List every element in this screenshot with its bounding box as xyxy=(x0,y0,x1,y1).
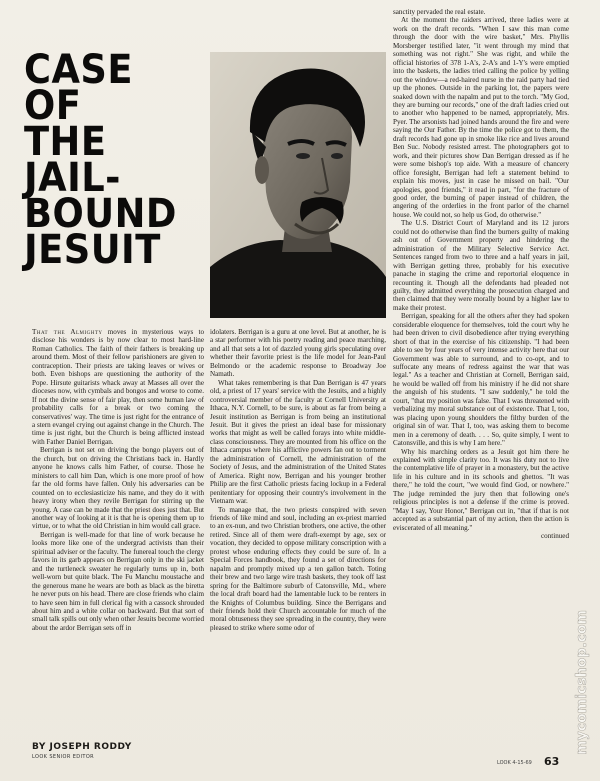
continued-label: continued xyxy=(541,532,569,541)
paragraph: Berrigan, speaking for all the others after they had spoken considerable eloquence for themselves, told the court why he had been driven to civil disobedience after trying everything short of that in the exercise of his citizenship. "I had been able to see by four years of very intense activity here that our Government was able to surround, and to co-opt, and to suffocate any means of redress against the war that was legal." As a teacher and Christian at Cornell, Berrigan said, he would be walled off from his ministry if he did not share the anguish of his students. "I saw suddenly," he told the court, "that my position was false. That I was threatened with verbalizing my moral substance out of existence. That I, too, was placing upon young shoulders the filthy burden of the original sin of war. That I, too, was asking them to become men in a ceremony of death. . . . So, quite simply, I went to Catonsville, and this is why I am here." xyxy=(393,312,569,448)
title-line: JESUIT xyxy=(24,227,161,273)
title-line: CASE xyxy=(24,47,133,93)
paragraph: Berrigan is well-made for that line of work because he looks more like one of the undergrad activists than their spiritual adviser or the faculty. The funereal touch the clergy favors in its garb appears on Berrigan only in the ski jacket and the turtleneck sweater he regularly turns up in, both well-worn but quite black. The Fu Manchu moustache and the generous mane he wears are both as black as the biretta he never puts on his head. There are close friends who claim to have seen him in full clerical fig with a cassock shrouded about him and a white collar on backward. But that sort of small talk spills out only when other Jesuits become worried about the ardor Berrigan sets off in xyxy=(32,530,204,632)
issue-footer: LOOK 4-15-69 xyxy=(497,760,532,766)
paragraph: To manage that, the two priests conspired with seven friends of like mind and soul, including an ex-priest married to an ex-nun, and two Christian brothers, one active, the other retired. Since all of them were draft-exempt by age, sex or vocation, they decided to oppose military conscription with a protest whose enduring effects they could be sure of. In a Special Forces handbook, they found a set of directions for napalm and promptly mixed up a ten gallon batch. Toting their brew and two large wire trash baskets, they took off last spring for the Baltimore suburb of Catonsville, Md., where the local draft board had the lamentable luck to be renters in the Knights of Columbus building. Since the Berrigans and their friends hold their Church accountable for much of the moral obtuseness they see spreading in the country, they were pleased to strike where some odor of xyxy=(210,505,386,632)
portrait-photo xyxy=(210,52,386,318)
article-title xyxy=(24,47,188,273)
portrait-icon xyxy=(210,52,386,318)
title-line: JAIL- xyxy=(24,155,121,201)
title-line: THE xyxy=(24,119,107,165)
paragraph: At the moment the raiders arrived, three ladies were at work on the draft records. "When I saw this man come through the door with the wire basket," Mrs. Phyllis Morsberger testified later, "it went through my mind that something was not right." She was right, and while the official histories of 378 1-A's, 2-A's and 1-Y's were emptied into the baskets, the ladies tried calling the police by yelling out the window—a red-haired nurse in the raid party had tied up the phones. Outside in the parking lot, the papers were soaked down with the napalm and put to the torch. "My God, they are burning our records," one of the draft ladies cried out to another who happened to be named, appropriately, Mrs. Pyer. The arsonists had joined hands around the fire and were saying the Our Father. By the time the police got to them, the draft records had gone up in smoke like rice and lives around Ben Suc. Nobody resisted arrest. The photographers got to work, and their pictures show Dan Berrigan dressed as if he were some bishop's top aide. With a measure of chancery office foresight, Berrigan had left a statement behind to explain his moves, just in case he missed on bail. "Our apologies, good friends," it read in part, "for the fracture of good order, the burning of paper instead of children, the angering of the orderlies in the front parlor of the charnel house. We could not, so help us God, do otherwise." xyxy=(393,16,569,219)
page-number: 63 xyxy=(544,755,560,768)
lead-paragraph xyxy=(32,328,204,446)
title-line: BOUND xyxy=(24,191,177,237)
paragraph: idolaters. Berrigan is a guru at one level. But at another, he is a star performer with his poetry reading and peace marching, and all that sets a lot of dazzled young girls speculating over whether their favorite priest is the life model for Jean-Paul Belmondo or the academic response to Broadway Joe Namath. xyxy=(210,328,386,379)
article-column-2 xyxy=(210,328,386,760)
watermark-text: mycomicshop.com xyxy=(574,609,590,755)
lead-text: moves in mysterious ways to disclose his wonders is by now clear to most hard-line Roman Catholics. The faith of their fathers is breaking up around them. Most of their fellow parishioners are given to contraception. Their priests are taking leaves or wives or both. Even bishops are questioning the authority of the Pope. Hirsute guitarists whack away at Masses all over the dioceses now, with cymbals and bongos and worse to come. If not the divine sense of fair play, then some human law of probability calls for a break or two coming the conservatives' way. The time is just right for the entrance of a stern evangel crying out against change in the Church. The time is just right, but the Church is being afflicted instead with Father Daniel Berrigan. xyxy=(32,328,204,446)
byline: BY JOSEPH RODDY xyxy=(32,742,132,752)
paragraph: Why his marching orders as a Jesuit got him there he explained with simple clarity too. It was his duty not to live the contemplative life of prayer in a monastery, but the active life in his culture and in its schools and ghettos. "It was there," he told the court, "we would find God, or nowhere." The judge reminded the jury then that following one's religious principles is not a defense if the crime is proved. "May I say, Your Honor," Berrigan cut in, "that if that is not accepted as a substantial part of my action, then the action is eviscerated of all meaning." xyxy=(393,447,569,532)
article-column-3 xyxy=(393,8,569,765)
paragraph: The U.S. District Court of Maryland and its 12 jurors could not do otherwise than find the burners guilty of making ash out of Government property and hindering the administration of the Military Selective Service Act. Sentences ranged from two to three and a half years in jail, with Berrigan getting three, probably for his executive panache in staging the crime and reportorial eloquence in recounting it. Though all the defendants had pleaded not guilty, they admitted everything the prosecution charged and then claimed that they were morally bound by a higher law to make their protest. xyxy=(393,219,569,312)
title-line: OF xyxy=(24,83,82,129)
article-column-1 xyxy=(32,328,204,736)
byline-role: LOOK SENIOR EDITOR xyxy=(32,754,95,760)
lead-caps: That the Almighty xyxy=(32,328,103,336)
paragraph: Berrigan is not set on driving the bongo players out of the church, but on driving the Christians back in. Hardly anyone he knows calls him Father, of course. Those he ministers to call him Dan, which is one more proof of how far the old forms have fallen. Only his adversaries can be counted on to ecclesiasticize his name, and they do it with heavy irony when they revile Berrigan for stirring up the young. A case can be made that the priest does just that. But another way of looking at it is that he is opening them up to virtue, or to what the old Christian in him would call grace. xyxy=(32,446,204,531)
paragraph: What takes remembering is that Dan Berrigan is 47 years old, a priest of 17 years' service with the Jesuits, and a highly controversial member of the faculty at Cornell University at Ithaca, N.Y. Cornell, to be sure, is about as far from being a Jesuit institution as Berrigan is from being an institutional Jesuit. But it gives the priest an ideal base for missionary works that might as well be called forays into white middle-class consciousness. They are mounted from his office on the Ithaca campus where his afflictive powers fan out to torment the administration of Cornell, the administration of the Society of Jesus, and the administration of the United States of America. Right now, Berrigan and his younger brother Philip are the first Catholic priests facing lockup in a Federal penitentiary for opposing their country's involvement in the Vietnam war. xyxy=(210,378,386,506)
watermark xyxy=(572,540,592,760)
paragraph: sanctity pervaded the real estate. xyxy=(393,8,486,16)
